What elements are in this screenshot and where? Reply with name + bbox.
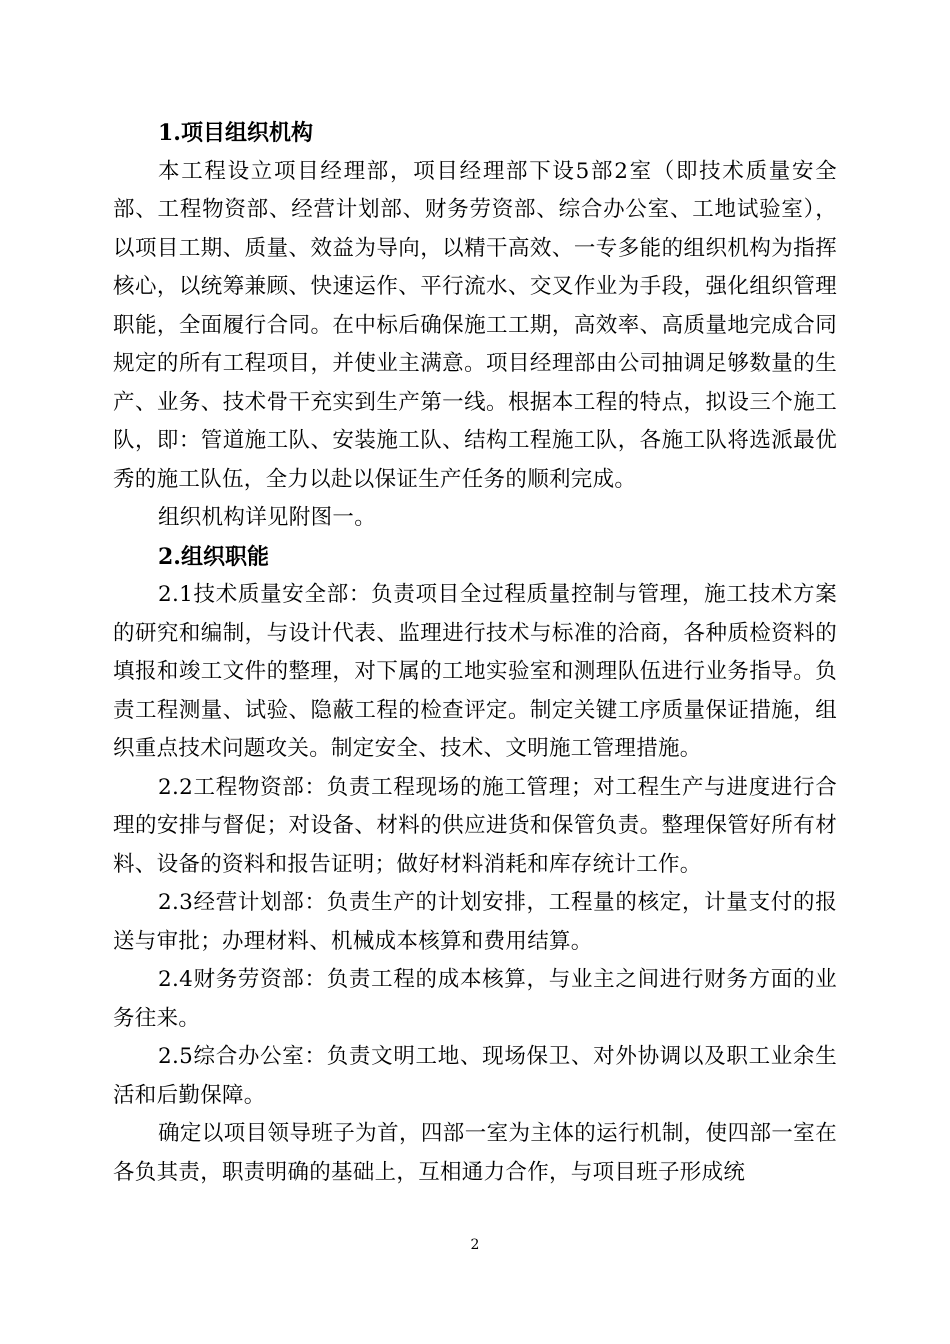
duty-item-2-3: 2.3经营计划部：负责生产的计划安排，工程量的核定，计量支付的报送与审批；办理材料、机械成本核算和费用结算。 — [113, 890, 837, 954]
duty-item-2-2: 2.2工程物资部：负责工程现场的施工管理；对工程生产与进度进行合理的安排与督促；对设备、材料的供应进货和保管负责。整理保管好所有材料、设备的资料和报告证明；做好材料消耗和库存统计工作。 — [113, 774, 837, 877]
section-1-paragraph: 本工程设立项目经理部，项目经理部下设5部2室（即技术质量安全部、工程物资部、经营计划部、财务劳资部、综合办公室、工地试验室），以项目工期、质量、效益为导向，以精干高效、一专多能的组织机构为指挥核心，以统筹兼顾、快速运作、平行流水、交叉作业为手段，强化组织管理职能，全面履行合同。在中标后确保施工工期，高效率、高质量地完成合同规定的所有工程项目，并使业主满意。项目经理部由公司抽调足够数量的生产、业务、技术骨干充实到生产第一线。根据本工程的特点，拟设三个施工队，即：管道施工队、安装施工队、结构工程施工队，各施工队将选派最优秀的施工队伍，全力以赴以保证生产任务的顺利完成。 — [113, 158, 837, 492]
page-number: 2 — [470, 1237, 480, 1253]
org-chart-reference: 组织机构详见附图一。 — [158, 505, 377, 530]
duty-item-2-5: 2.5综合办公室：负责文明工地、现场保卫、对外协调以及职工业余生活和后勤保障。 — [113, 1044, 837, 1108]
section-1-heading: 1.项目组织机构 — [158, 120, 313, 146]
duty-item-2-1: 2.1技术质量安全部：负责项目全过程质量控制与管理，施工技术方案的研究和编制，与设计代表、监理进行技术与标准的洽商，各种质检资料的填报和竣工文件的整理，对下属的工地实验室和测理队伍进行业务指导。负责工程测量、试验、隐蔽工程的检查评定。制定关键工序质量保证措施，组织重点技术问题攻关。制定安全、技术、文明施工管理措施。 — [113, 582, 837, 761]
section-2-heading: 2.组织职能 — [158, 543, 269, 570]
operating-mechanism-paragraph: 确定以项目领导班子为首，四部一室为主体的运行机制，使四部一室在各负其责，职责明确的基础上，互相通力合作，与项目班子形成统 — [113, 1121, 837, 1185]
document-body — [113, 114, 837, 1192]
duty-item-2-4: 2.4财务劳资部：负责工程的成本核算，与业主之间进行财务方面的业务往来。 — [113, 967, 837, 1031]
